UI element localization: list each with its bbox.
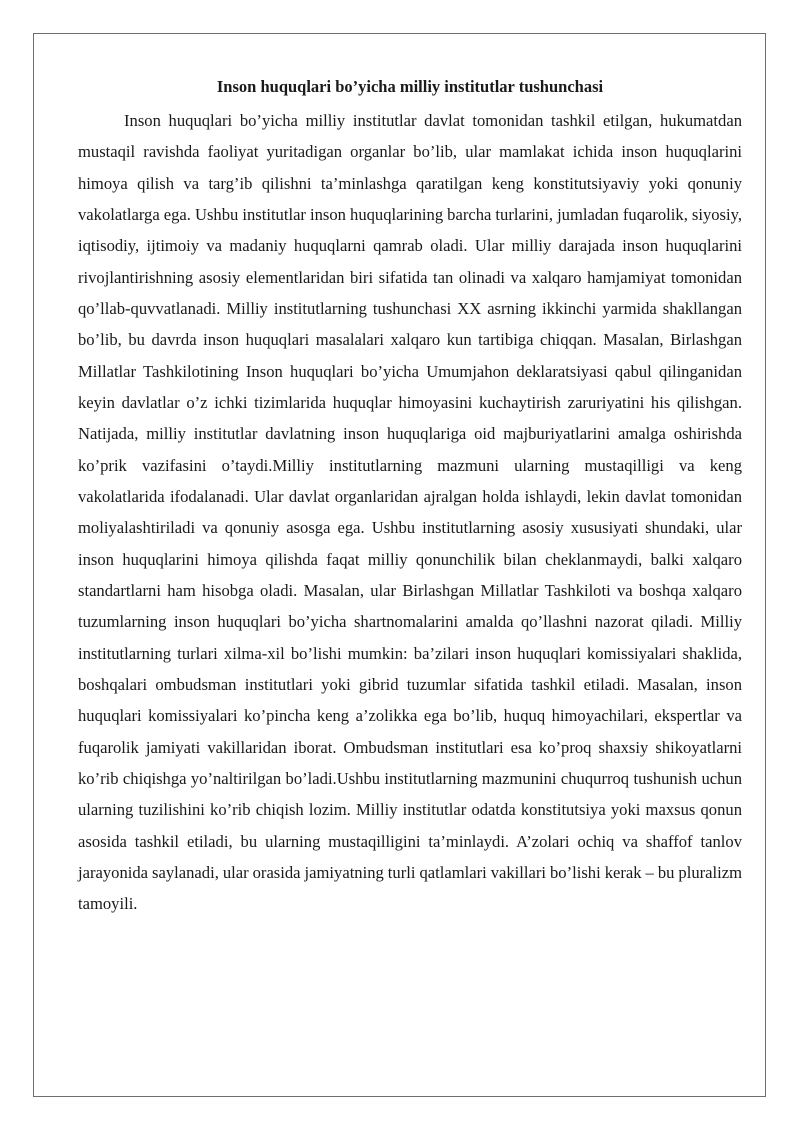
body-paragraph: Inson huquqlari bo’yicha milliy institutlar davlat tomonidan tashkil etilgan, hukumatdan mustaqil ravishda faoliyat yuritadigan organlar bo’lib, ular mamlakat ichida inson huquqlarini himoya qilish va targ’ib qilishni ta’minlashga qaratilgan keng konstitutsiyaviy yoki qonuniy vakolatlarga ega. Ushbu institutlar inson huquqlarining barcha turlarini, jumladan fuqarolik, siyosiy, iqtisodiy, ijtimoiy va madaniy huquqlarni qamrab oladi. Ular milliy darajada inson huquqlarini rivojlantirishning asosiy elementlaridan biri sifatida tan olinadi va xalqaro hamjamiyat tomonidan qo’llab-quvvatlanadi. Milliy institutlarning tushunchasi XX asrning ikkinchi yarmida shakllangan bo’lib, bu davrda inson huquqlari masalalari xalqaro kun tartibiga chiqqan. Masalan, Birlashgan Millatlar Tashkilotining Inson huquqlari bo’yicha Umumjahon deklaratsiyasi qabul qilinganidan keyin davlatlar o’z ichki tizimlarida huquqlar himoyasini kuchaytirish zaruriyatini his qilishgan. Natijada, milliy institutlar davlatning inson huquqlariga oid majburiyatlarini amalga oshirishda ko’prik vazifasini o’taydi.Milliy institutlarning mazmuni ularning mustaqilligi va keng vakolatlarida ifodalanadi. Ular davlat organlaridan ajralgan holda ishlaydi, lekin davlat tomonidan moliyalashtiriladi va qonuniy asosga ega. Ushbu institutlarning asosiy xususiyati shundaki, ular inson huquqlarini himoya qilishda faqat milliy qonunchilik bilan cheklanmaydi, balki xalqaro standartlarni ham hisobga oladi. Masalan, ular Birlashgan Millatlar Tashkiloti va boshqa xalqaro tuzumlarning inson huquqlari bo’yicha shartnomalarini amalda qo’llashni nazorat qiladi. Milliy institutlarning turlari xilma-xil bo’lishi mumkin: ba’zilari inson huquqlari komissiyalari shaklida, boshqalari ombudsman institutlari yoki gibrid tuzumlar sifatida tashkil etiladi. Masalan, inson huquqlari komissiyalari ko’pincha keng a’zolikka ega bo’lib, huquq himoyachilari, ekspertlar va fuqarolik jamiyati vakillaridan iborat. Ombudsman institutlari esa ko’proq shaxsiy shikoyatlarni ko’rib chiqishga yo’naltirilgan bo’ladi.Ushbu institutlarning mazmunini chuqurroq tushunish uchun ularning tuzilishini ko’rib chiqish lozim. Milliy institutlar odatda konstitutsiya yoki maxsus qonun asosida tashkil etiladi, bu ularning mustaqilligini ta’minlaydi. A’zolari ochiq va shaffof tanlov jarayonida saylanadi, ular orasida jamiyatning turli qatlamlari vakillari bo’lishi kerak – bu pluralizm tamoyili. [78,111,742,914]
document-content [78,73,742,920]
document-title: Inson huquqlari bo’yicha milliy institutlar tushunchasi [216,77,604,96]
